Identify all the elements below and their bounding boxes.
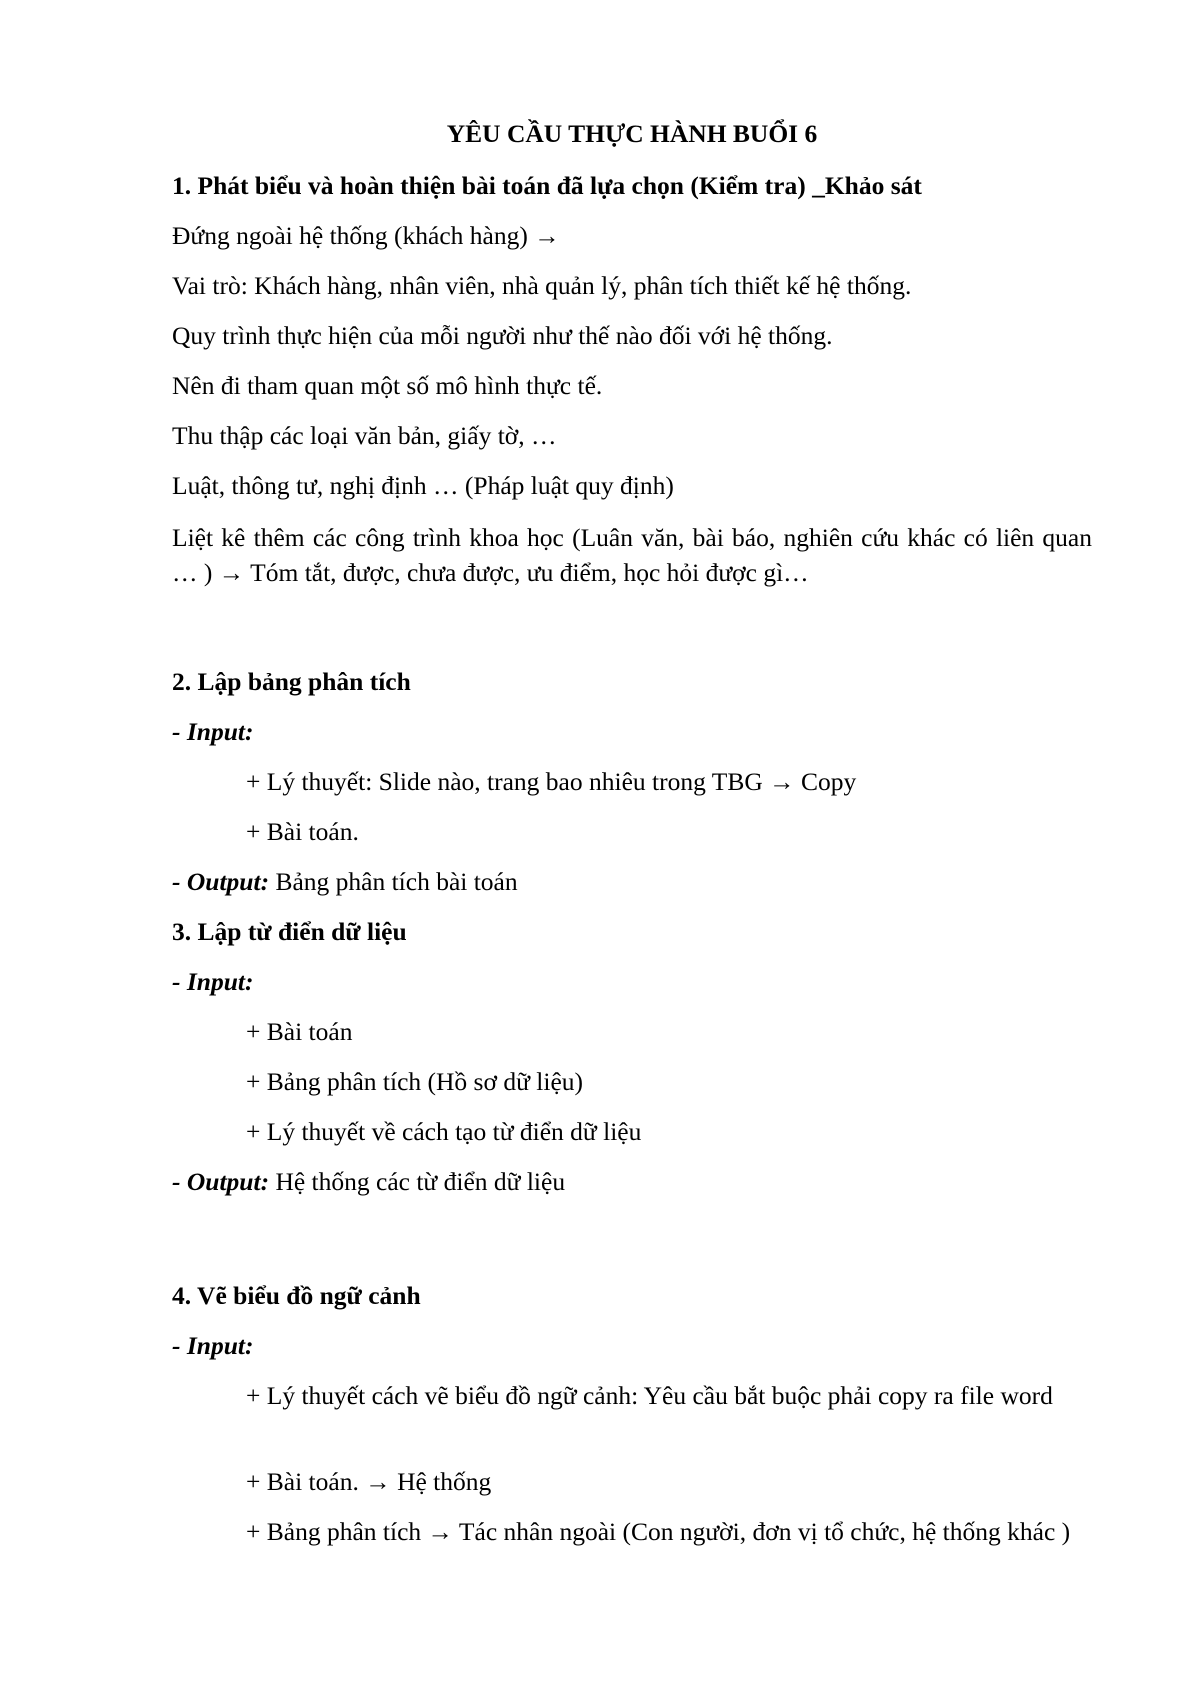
section-3-input-item: + Lý thuyết về cách tạo từ điển dữ liệu	[246, 1117, 642, 1146]
section-1-line: Luật, thông tư, nghị định … (Pháp luật quy định)	[172, 471, 674, 500]
section-1-line: Thu thập các loại văn bản, giấy tờ, …	[172, 421, 557, 450]
section-3-input-item: + Bảng phân tích (Hồ sơ dữ liệu)	[246, 1067, 584, 1096]
section-3-output	[172, 1164, 1092, 1199]
section-2-output	[172, 864, 1092, 899]
section-4-input-label: - Input:	[172, 1331, 254, 1360]
section-2-input-item: + Bài toán.	[246, 817, 359, 846]
section-1-line: Đứng ngoài hệ thống (khách hàng) →	[172, 221, 560, 250]
section-4-input-item: + Bảng phân tích → Tác nhân ngoài (Con người, đơn vị tổ chức, hệ thống khác )	[246, 1517, 1071, 1546]
section-3-input-item: + Bài toán	[246, 1017, 353, 1046]
section-1-heading: 1. Phát biểu và hoàn thiện bài toán đã lựa chọn (Kiểm tra) _Khảo sát	[172, 171, 922, 200]
section-2-output-label: - Output:	[172, 867, 270, 896]
section-2-heading: 2. Lập bảng phân tích	[172, 667, 411, 696]
section-3-input-label: - Input:	[172, 967, 254, 996]
section-3-output-text: Hệ thống các từ điển dữ liệu	[269, 1167, 566, 1196]
section-1-line: Vai trò: Khách hàng, nhân viên, nhà quản lý, phân tích thiết kế hệ thống.	[172, 271, 912, 300]
section-1-line: Nên đi tham quan một số mô hình thực tế.	[172, 371, 603, 400]
section-2-output-text: Bảng phân tích bài toán	[269, 867, 518, 896]
section-4-input-item: + Lý thuyết cách vẽ biểu đồ ngữ cảnh: Yêu cầu bắt buộc phải copy ra file word	[246, 1381, 1053, 1410]
section-1-line: Quy trình thực hiện của mỗi người như thế nào đối với hệ thống.	[172, 321, 833, 350]
section-2-input-label: - Input:	[172, 717, 254, 746]
page-title: YÊU CẦU THỰC HÀNH BUỔI 6	[446, 119, 818, 148]
section-4-input-item: + Bài toán. → Hệ thống	[246, 1467, 492, 1496]
section-3-heading: 3. Lập từ điển dữ liệu	[172, 917, 407, 946]
section-4-heading: 4. Vẽ biểu đồ ngữ cảnh	[172, 1281, 421, 1310]
section-3-output-label: - Output:	[172, 1167, 270, 1196]
section-1-paragraph: Liệt kê thêm các công trình khoa học (Luân văn, bài báo, nghiên cứu khác có liên quan … ) → Tóm tắt, được, chưa được, ưu điểm, học hỏi được gì…	[172, 523, 1092, 587]
section-2-input-item: + Lý thuyết: Slide nào, trang bao nhiêu trong TBG → Copy	[246, 767, 857, 796]
